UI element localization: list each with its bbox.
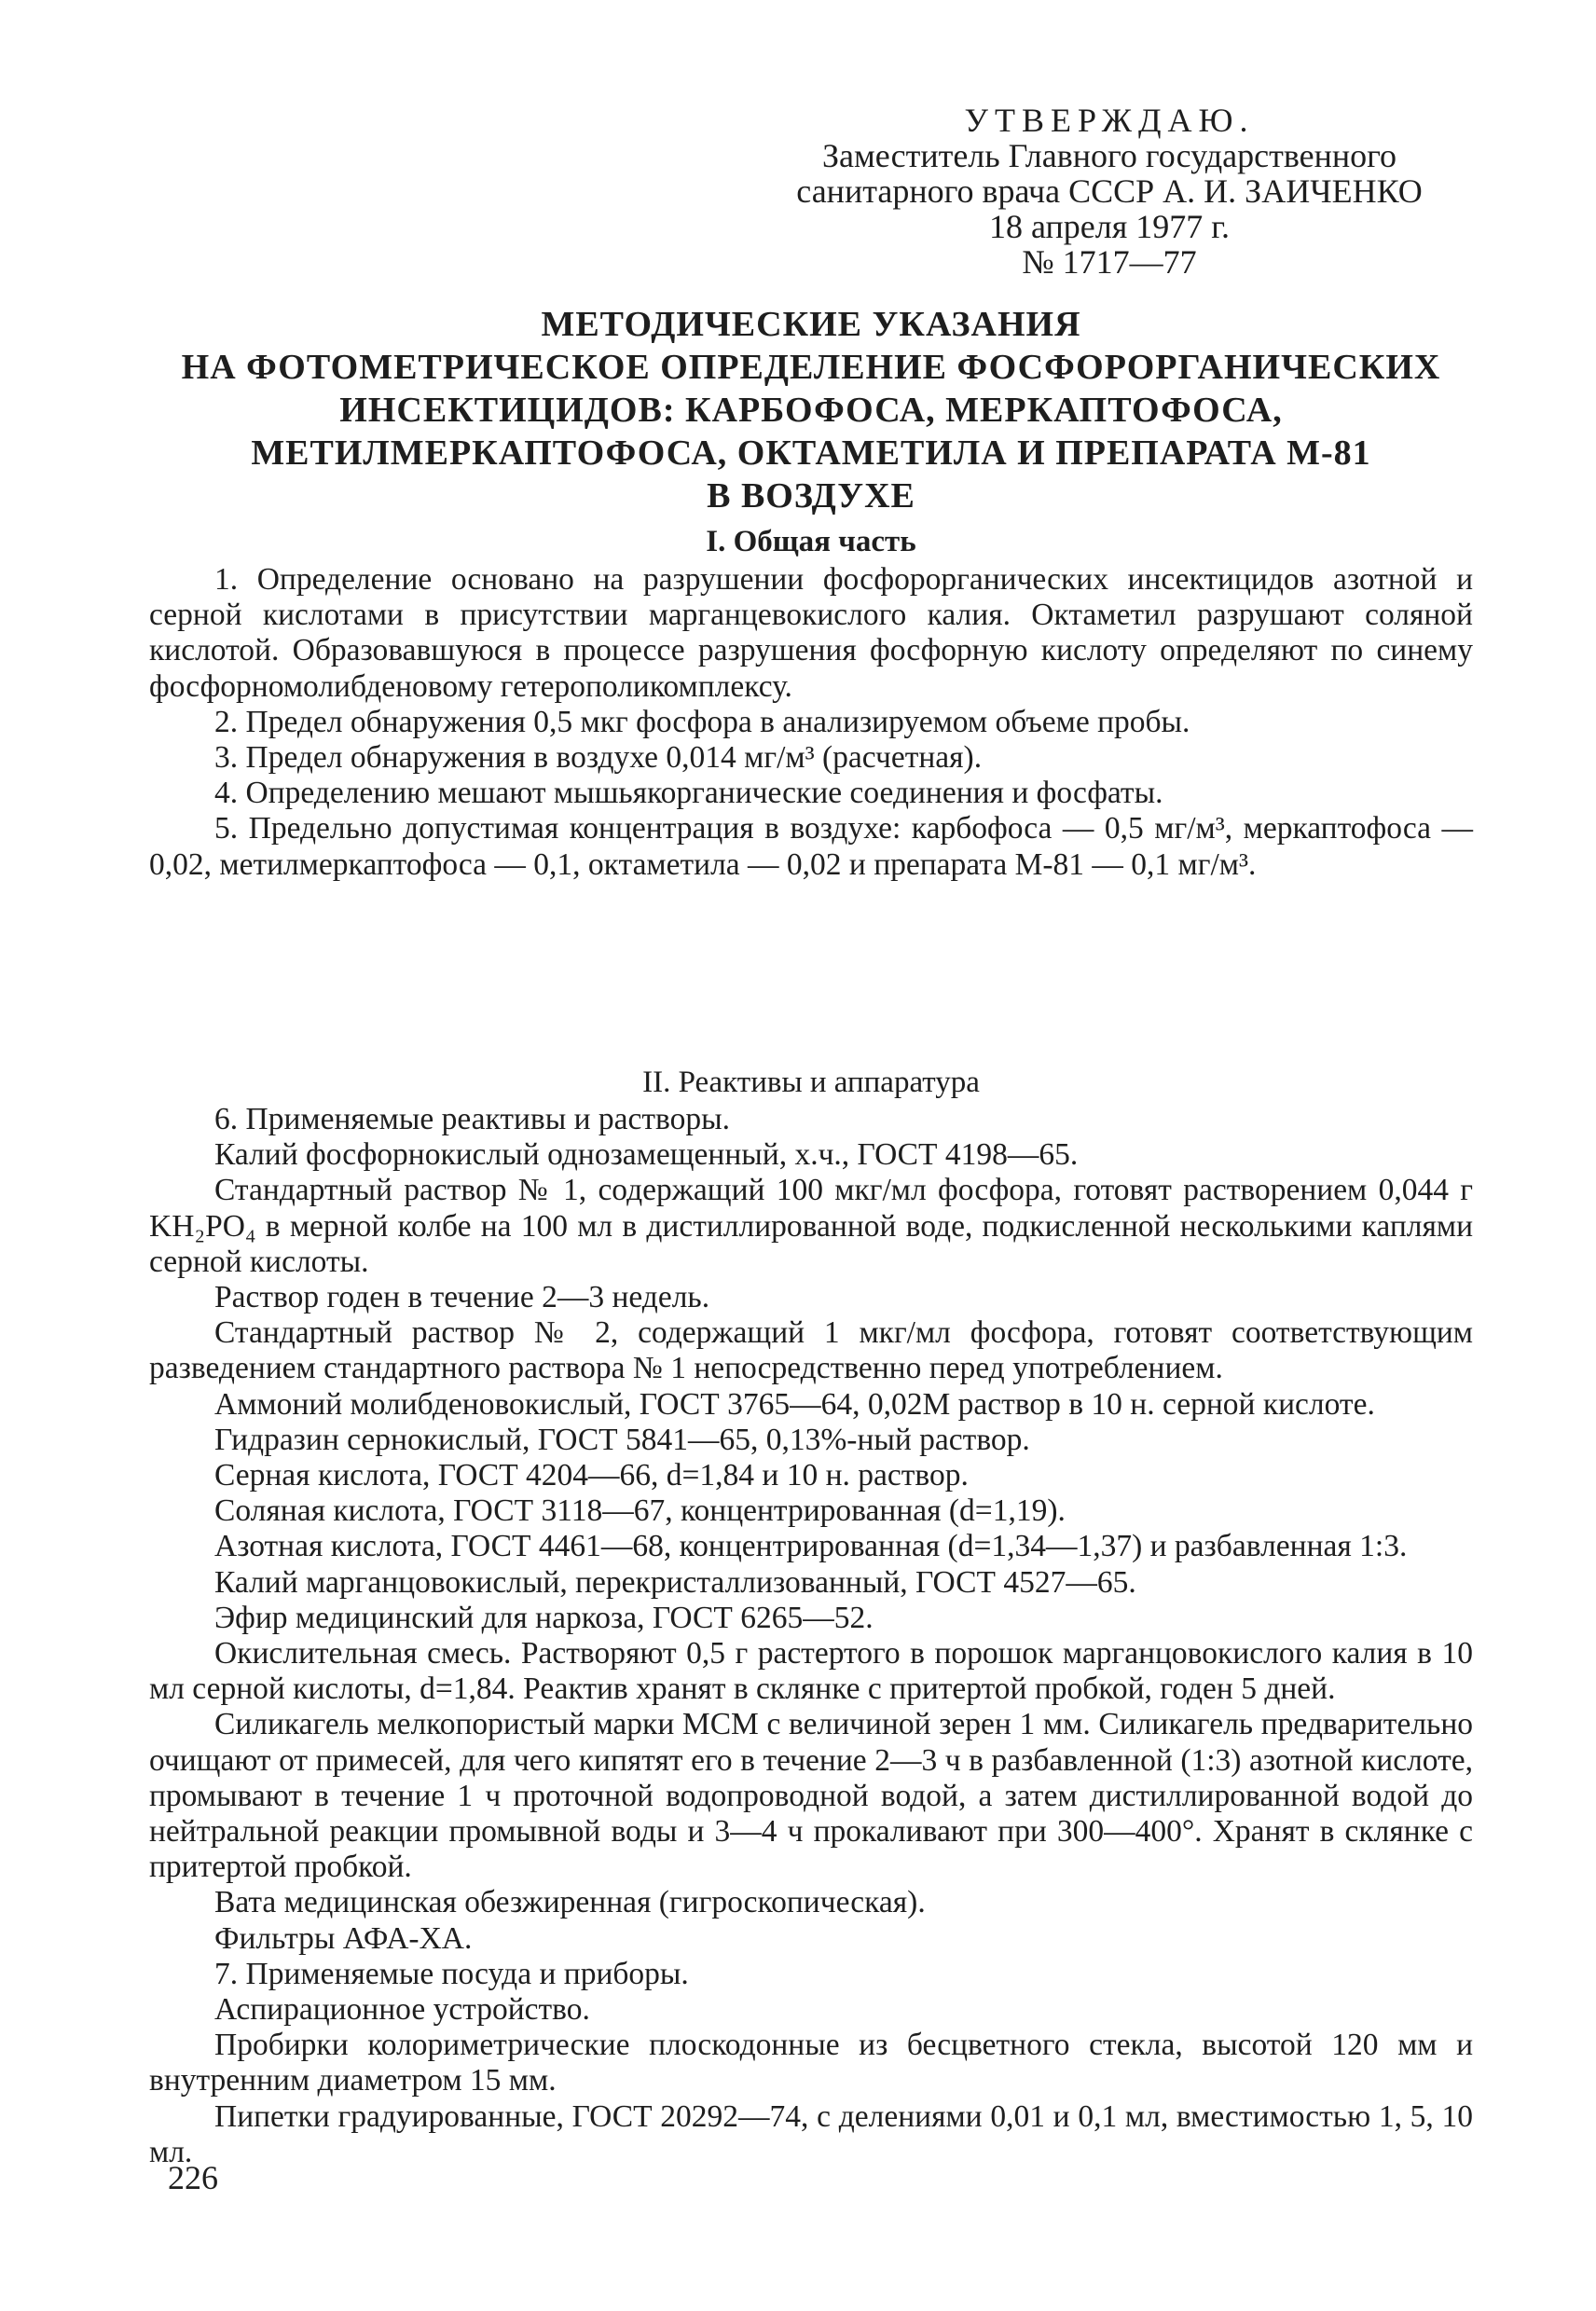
paragraph: Эфир медицинский для наркоза, ГОСТ 6265—52. — [214, 1600, 874, 1635]
approval-line: Заместитель Главного государственного — [821, 137, 1397, 174]
paragraph: 7. Применяемые посуда и приборы. — [214, 1956, 689, 1991]
paragraph: Раствор годен в течение 2—3 недель. — [214, 1280, 710, 1315]
paragraph: Вата медицинская обезжиренная (гигроскопическая). — [214, 1885, 926, 1920]
paragraph: Гидразин сернокислый, ГОСТ 5841—65, 0,13%-ный раствор. — [214, 1422, 1030, 1457]
section-heading-general: I. Общая часть — [706, 525, 916, 558]
paragraph: Стандартный раствор № 2, содержащий 1 мкг/мл фосфора, готовят соответствующим разведением стандартного раствора № 1 непосредственно перед употреблением. — [149, 1315, 1473, 1386]
approval-line: санитарного врача СССР А. И. ЗАИЧЕНКО — [796, 172, 1423, 210]
approval-date: 18 апреля 1977 г. — [989, 208, 1230, 245]
document-page — [149, 103, 1473, 2247]
approval-heading: УТВЕРЖДАЮ. — [964, 102, 1255, 139]
paragraph: 5. Предельно допустимая концентрация в воздухе: карбофоса — 0,5 мг/м³, меркаптофоса — 0,02, метилмеркаптофоса — 0,1, октаметила — 0,02 и препарата М-81 — 0,1 мг/м³. — [149, 811, 1473, 882]
paragraph: 1. Определение основано на разрушении фосфорорганических инсектицидов азотной и серной кислотами в присутствии марганцевокислого калия. Октаметил разрушают соляной кислотой. Образовавшуюся в процессе разрушения фосфорную кислоту определяют по синему фосфорномолибденовому гетерополикомплексу. — [149, 562, 1473, 704]
paragraph: Силикагель мелкопористый марки МСМ с величиной зерен 1 мм. Силикагель предварительно очищают от примесей, для чего кипятят его в течение 2—3 ч в разбавленной (1:3) азотной кислоте, промывают в течение 1 ч проточной водопроводной водой, а затем дистиллированной водой до нейтральной реакции промывной воды и 3—4 ч прокаливают при 300—400°. Хранят в склянке с притертой пробкой. — [149, 1707, 1473, 1885]
paragraph: Пробирки колориметрические плоскодонные из бесцветного стекла, высотой 120 мм и внутренним диаметром 15 мм. — [149, 2028, 1473, 2098]
document-title — [149, 303, 1473, 517]
approval-block — [746, 103, 1473, 280]
page-number: 226 — [168, 2159, 218, 2196]
paragraph: Калий фосфорнокислый однозамещенный, х.ч., ГОСТ 4198—65. — [214, 1137, 1079, 1173]
paragraph: 6. Применяемые реактивы и растворы. — [214, 1102, 730, 1136]
title-line: МЕТИЛМЕРКАПТОФОСА, ОКТАМЕТИЛА И ПРЕПАРАТА М-81 — [251, 433, 1371, 473]
paragraph: Аспирационное устройство. — [214, 1992, 590, 2028]
title-line: МЕТОДИЧЕСКИЕ УКАЗАНИЯ — [541, 305, 1081, 344]
title-line: ИНСЕКТИЦИДОВ: КАРБОФОСА, МЕРКАПТОФОСА, — [339, 391, 1283, 430]
title-line: НА ФОТОМЕТРИЧЕСКОЕ ОПРЕДЕЛЕНИЕ ФОСФОРОРГАНИЧЕСКИХ — [181, 348, 1441, 387]
paragraph: Пипетки градуированные, ГОСТ 20292—74, с делениями 0,01 и 0,1 мл, вместимостью 1, 5, 10 мл. — [149, 2098, 1473, 2169]
paragraph: 4. Определению мешают мышьякорганические соединения и фосфаты. — [214, 776, 1163, 811]
paragraph: Аммоний молибденовокислый, ГОСТ 3765—64, 0,02М раствор в 10 н. серной кислоте. — [214, 1386, 1375, 1422]
paragraph: Стандартный раствор № 1, содержащий 100 мкг/мл фосфора, готовят растворением 0,044 г KH₂PO₄ в мерной колбе на 100 мл в дистиллированной воде, подкисленной несколькими каплями серной кислоты. — [149, 1173, 1473, 1279]
paragraph: Калий марганцовокислый, перекристаллизованный, ГОСТ 4527—65. — [214, 1564, 1136, 1600]
section-reagents-body — [149, 1102, 1473, 2170]
paragraph: Фильтры АФА-ХА. — [214, 1920, 473, 1956]
paragraph: Окислительная смесь. Растворяют 0,5 г растертого в порошок марганцовокислого калия в 10 мл серной кислоты, d=1,84. Реактив хранят в склянке с притертой пробкой, годен 5 дней. — [149, 1636, 1473, 1707]
section-general-body — [149, 562, 1473, 883]
paragraph: Соляная кислота, ГОСТ 3118—67, концентрированная (d=1,19). — [214, 1493, 1066, 1529]
paragraph: 3. Предел обнаружения в воздухе 0,014 мг/м³ (расчетная). — [214, 740, 983, 776]
approval-number: № 1717—77 — [1022, 243, 1197, 281]
paragraph: 2. Предел обнаружения 0,5 мкг фосфора в анализируемом объеме пробы. — [214, 704, 1190, 739]
title-line: В ВОЗДУХЕ — [707, 476, 915, 516]
paragraph: Азотная кислота, ГОСТ 4461—68, концентрированная (d=1,34—1,37) и разбавленная 1:3. — [214, 1529, 1408, 1564]
paragraph: Серная кислота, ГОСТ 4204—66, d=1,84 и 10 н. раствор. — [214, 1458, 969, 1493]
section-heading-reagents: II. Реактивы и аппаратура — [642, 1066, 980, 1099]
